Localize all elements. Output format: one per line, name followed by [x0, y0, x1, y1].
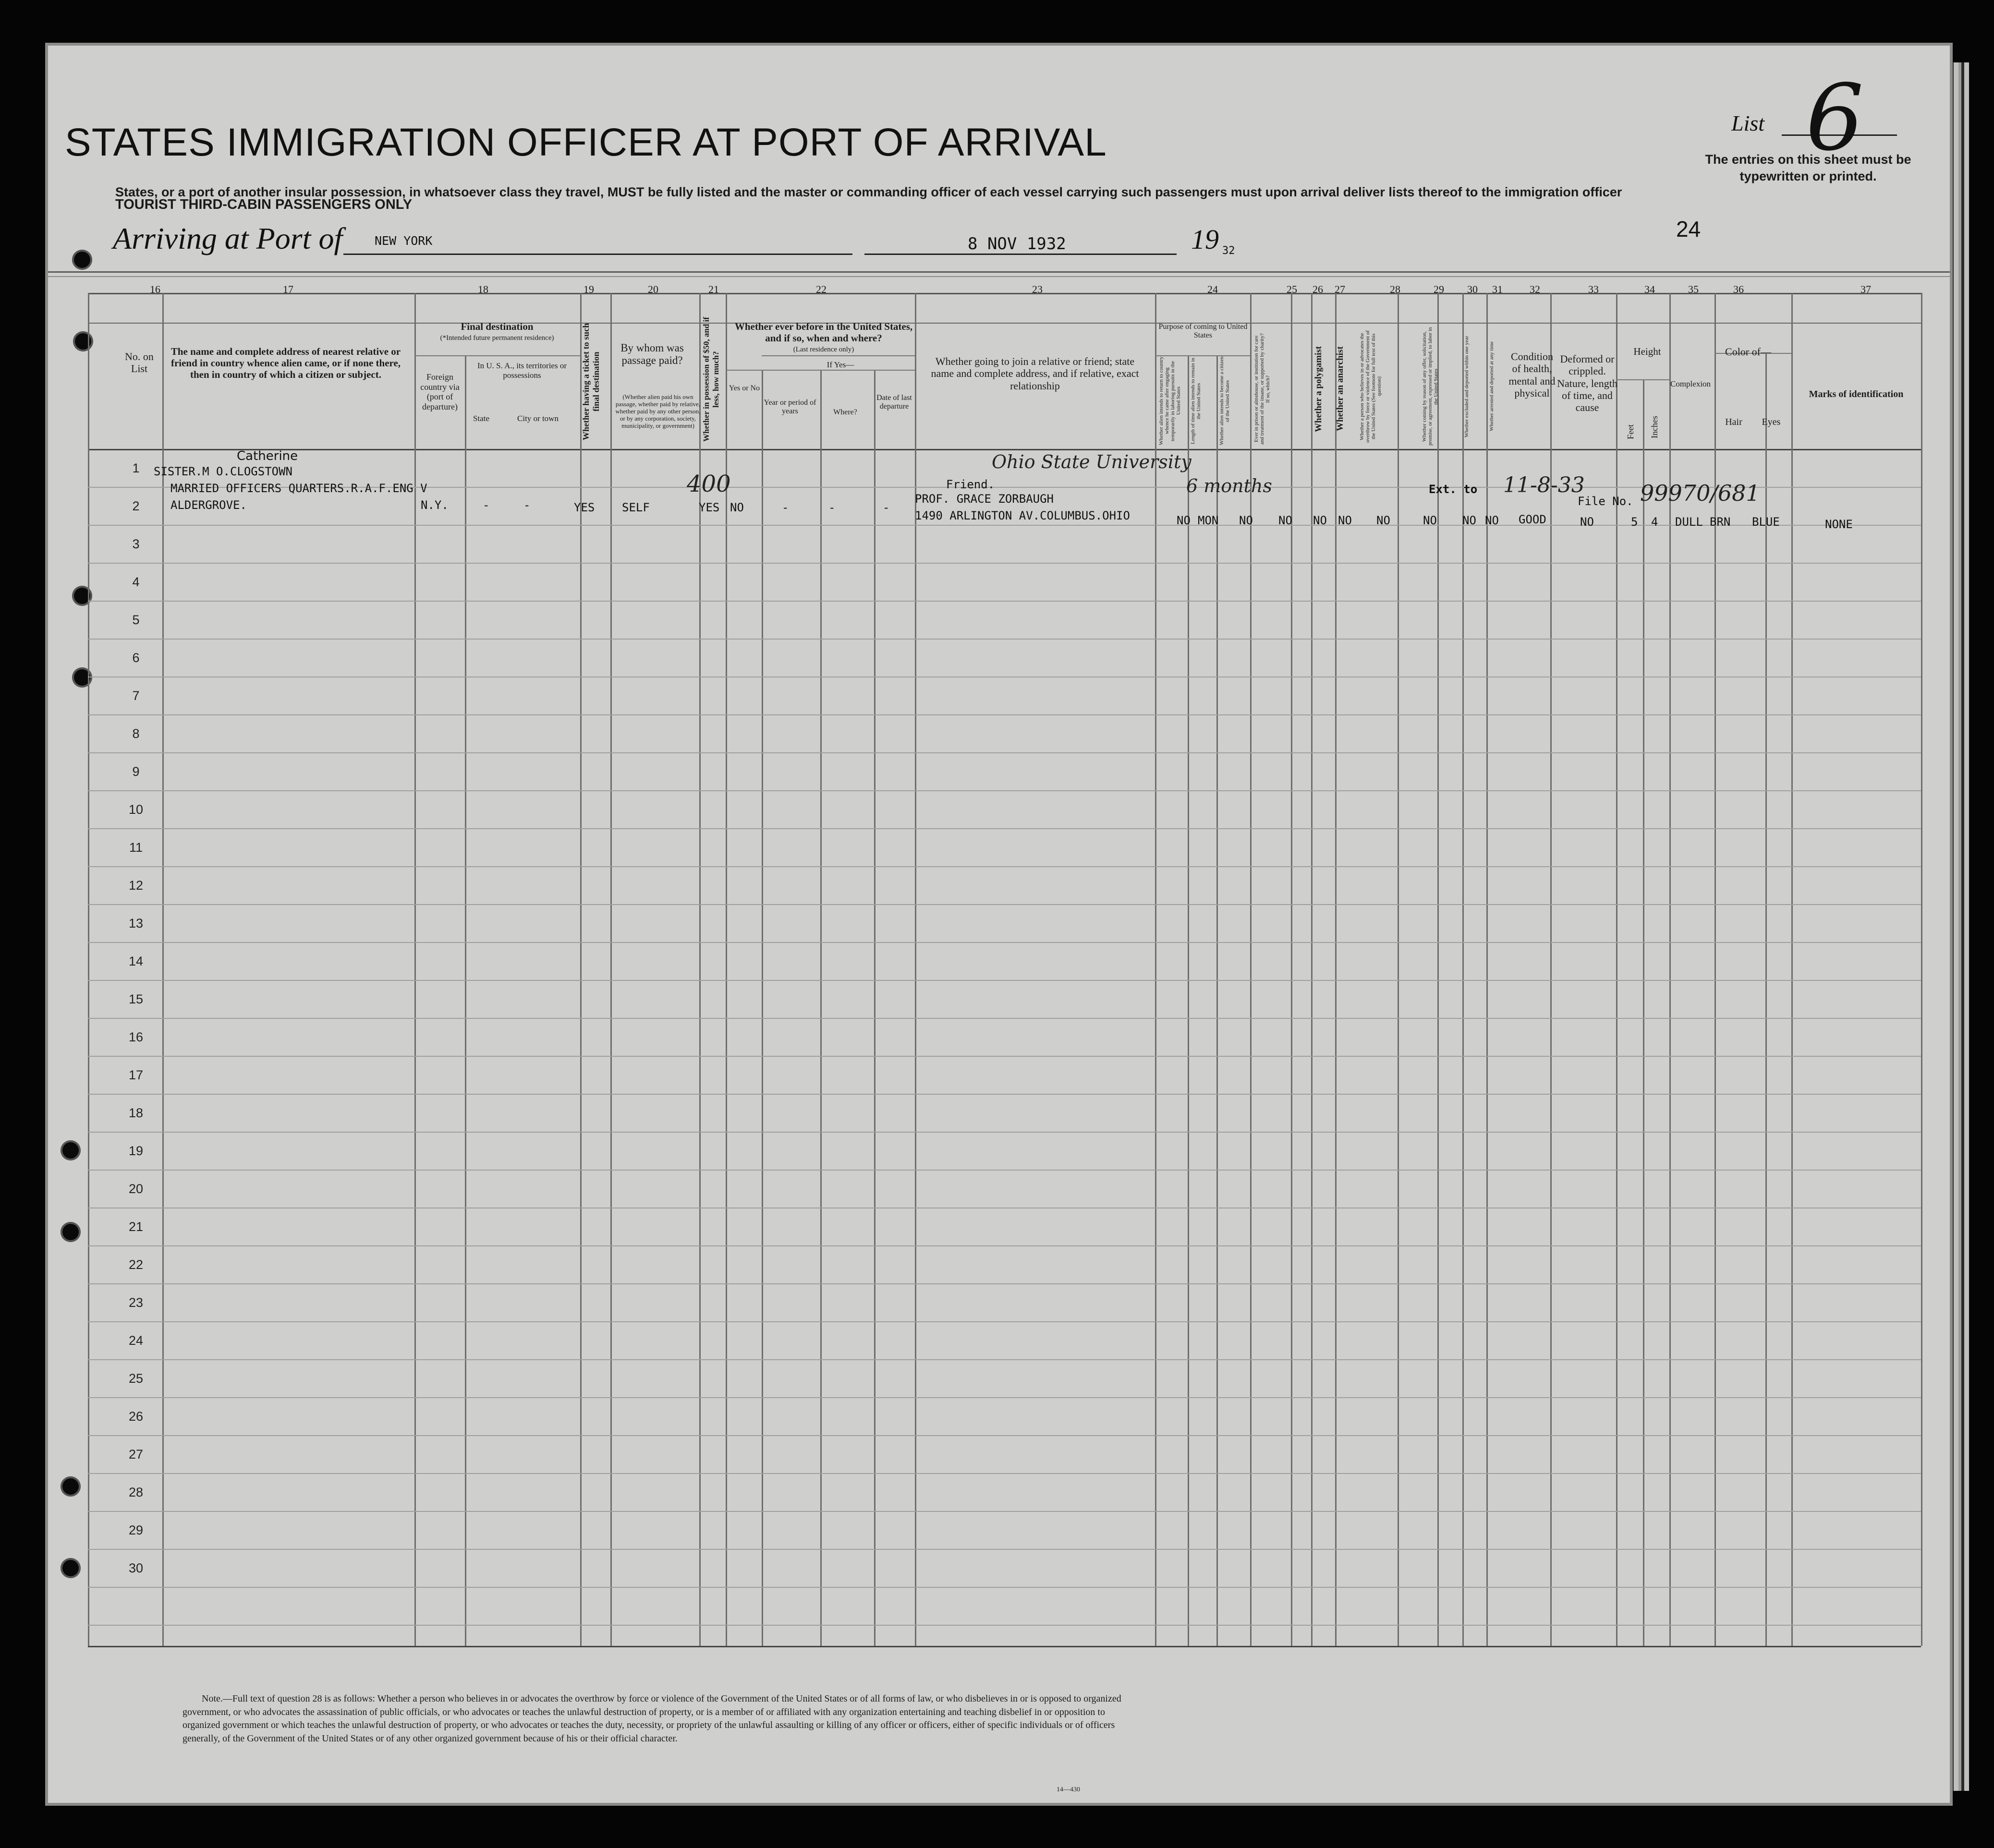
header-year-period: Year or period of years	[764, 399, 816, 416]
row-number: 6	[132, 651, 140, 665]
row-divider	[88, 1511, 1921, 1512]
eyes-value: BLUE	[1752, 515, 1780, 529]
header-relative: The name and complete address of nearest relative or friend in country whence alien came, or if none there, then in country of which a citizen or subject.	[170, 346, 401, 381]
relative-name-handwritten: Catherine	[237, 449, 298, 463]
header-q28: Whether a person who believes in or advocates the overthrow by force or violence of the Government of the United States (See footnote for full text of this question)	[1359, 330, 1382, 443]
row-number: 9	[132, 764, 140, 779]
row-divider	[88, 752, 1921, 753]
row-divider	[88, 563, 1921, 564]
row-number: 22	[128, 1257, 144, 1272]
header-complexion: Complexion	[1670, 379, 1711, 388]
col-num: 24	[1207, 283, 1218, 295]
joining-name: PROF. GRACE ZORBAUGH	[915, 492, 1054, 506]
col-num: 32	[1530, 283, 1540, 295]
row-number: 8	[132, 726, 140, 741]
relative-line1: SISTER.M O.CLOGSTOWN	[154, 465, 292, 478]
row-number: 17	[128, 1068, 144, 1082]
col-num: 28	[1390, 283, 1400, 295]
row-number: 3	[132, 537, 140, 551]
q29-value: NO	[1423, 514, 1437, 527]
header-fifty-dollars: Whether in possession of $50, and if less, how much?	[702, 317, 720, 442]
binder-hole	[61, 1558, 81, 1578]
row-number: 18	[128, 1106, 144, 1120]
deformed-value: NO	[1580, 515, 1594, 529]
col-num: 19	[584, 283, 594, 295]
header-height: Height	[1633, 346, 1661, 357]
anarchist-value: NO	[1338, 514, 1352, 527]
header-color-of: Color of—	[1725, 346, 1771, 358]
header-final-destination: Final destination	[461, 321, 534, 332]
row-divider	[88, 1435, 1921, 1436]
col-num: 33	[1588, 283, 1599, 295]
polygamist-value: NO	[1313, 514, 1327, 527]
purpose-b-value: MON	[1198, 514, 1219, 527]
col-num: 22	[816, 283, 827, 295]
binder-hole	[72, 250, 92, 270]
purpose-c-value: NO	[1239, 514, 1253, 527]
foreign-country-value: N.Y.	[421, 498, 449, 512]
header-marks: Marks of identification	[1809, 389, 1904, 399]
state-value: -	[483, 498, 490, 512]
row-number: 11	[129, 840, 143, 855]
purpose-a-value: NO	[1177, 514, 1191, 527]
header-where: Where?	[833, 408, 857, 416]
binder-hole	[61, 1476, 81, 1497]
passage-value: SELF	[622, 501, 650, 514]
header-rule-lower	[48, 276, 1950, 277]
inches-value: 4	[1651, 515, 1658, 529]
row-divider	[88, 942, 1921, 943]
header-yes-no: Yes or No	[729, 384, 760, 392]
sheet-number: 24	[1676, 217, 1701, 242]
row-divider	[88, 1625, 1921, 1626]
row-divider	[88, 1094, 1921, 1095]
row-number: 15	[128, 992, 144, 1006]
header-rule	[48, 271, 1950, 273]
header-purpose-c: Whether alien intends to become a citizen of the United States	[1219, 356, 1230, 446]
passenger-class: TOURIST THIRD-CABIN PASSENGERS ONLY	[115, 197, 413, 212]
port-value: NEW YORK	[375, 234, 433, 248]
year-value: -	[782, 501, 789, 514]
header-eyes: Eyes	[1762, 417, 1781, 427]
header-inches: Inches	[1650, 416, 1659, 439]
header-ticket: Whether having a ticket to such final destination	[581, 323, 601, 441]
col-num: 16	[150, 283, 160, 295]
row-divider	[88, 1056, 1921, 1057]
hair-value: BRN	[1710, 515, 1731, 529]
row-number: 1	[132, 461, 140, 475]
typewritten-note: The entries on this sheet must be typewritten or printed.	[1705, 152, 1911, 184]
date-line	[864, 254, 1177, 255]
joining-relationship: Friend.	[946, 478, 995, 491]
col-num: 30	[1467, 283, 1478, 295]
arriving-line	[343, 254, 852, 255]
row-number: 26	[128, 1409, 144, 1424]
header-ever-before-note: (Last residence only)	[793, 346, 854, 353]
col-num: 25	[1287, 283, 1297, 295]
row-divider	[88, 714, 1921, 715]
header-passage-note: (Whether alien paid his own passage, whether paid by relative, whether paid by any other person, or by any corporation, society, municipality, or government)	[615, 393, 701, 429]
header-foreign-country: Foreign country via (port of departure)	[420, 372, 460, 412]
header-passage-paid: By whom was passage paid?	[620, 342, 684, 367]
header-state: State	[473, 414, 489, 423]
row-number: 24	[128, 1333, 144, 1348]
header-purpose-b: Length of time alien intends to remain in the United States	[1190, 358, 1202, 444]
header-purpose-a: Whether alien intends to return to country whence he came after engaging temporarily in laboring pursuits in the United States	[1158, 356, 1181, 446]
col-num: 20	[648, 283, 658, 295]
row-divider	[88, 866, 1921, 867]
row-number: 23	[128, 1295, 144, 1310]
row-divider	[88, 1473, 1921, 1474]
row-divider	[88, 828, 1921, 829]
header-final-destination-note: (*Intended future permanent residence)	[440, 334, 554, 342]
year-suffix: 32	[1222, 245, 1235, 257]
row-number: 19	[128, 1144, 144, 1158]
header-deformed: Deformed or crippled. Nature, length of time, and cause	[1557, 353, 1617, 414]
row-number: 12	[128, 878, 144, 893]
arrival-date: 8 NOV 1932	[968, 234, 1066, 254]
binder-hole	[61, 1222, 81, 1242]
row-number: 27	[128, 1447, 144, 1461]
form-subtitle: States, or a port of another insular possession, in whatsoever class they travel, MUST be fully listed and the master or commanding officer of each vessel carrying such passengers must upon arrival deliver lists thereof to the immigration officer	[115, 185, 1622, 199]
col-num: 36	[1733, 283, 1744, 295]
before-value: NO	[730, 501, 744, 514]
form-number: 14—430	[1057, 1786, 1080, 1793]
row-number: 10	[128, 802, 144, 817]
row-divider	[88, 1245, 1921, 1246]
header-q31: Whether arrested and deported at any time	[1489, 341, 1495, 432]
header-date-departure: Date of last departure	[876, 394, 912, 411]
row-number: 30	[128, 1561, 144, 1575]
purpose-b-handwritten: 6 months	[1186, 475, 1272, 496]
col-num: 23	[1032, 283, 1043, 295]
year-prefix: 19	[1191, 224, 1219, 255]
relative-line3: ALDERGROVE.	[170, 498, 247, 512]
header-city: City or town	[517, 414, 559, 423]
col-num: 27	[1335, 283, 1345, 295]
list-label: List	[1731, 111, 1765, 135]
fifty-value: YES	[699, 501, 720, 514]
row-divider	[88, 676, 1921, 677]
row-divider	[88, 1018, 1921, 1019]
q31-value: NO	[1485, 514, 1499, 527]
row-number: 2	[132, 499, 140, 513]
prison-value: NO	[1278, 514, 1292, 527]
row-number: 21	[128, 1220, 144, 1234]
complexion-value: DULL	[1675, 515, 1703, 529]
header-polygamist: Whether a polygamist	[1313, 346, 1324, 432]
arriving-label: Arriving at Port of	[113, 221, 343, 255]
header-if-yes: If Yes—	[827, 360, 854, 369]
ext-date: 11-8-33	[1503, 473, 1585, 497]
col-num: 26	[1313, 283, 1323, 295]
row-divider	[88, 601, 1921, 602]
feet-value: 5	[1631, 515, 1638, 529]
row-divider	[88, 1132, 1921, 1133]
header-in-usa: In U. S. A., its territories or possessions	[477, 361, 567, 380]
row-divider	[88, 1170, 1921, 1171]
row-number: 7	[132, 688, 140, 703]
header-no-on-list: No. on List	[125, 350, 154, 375]
ticket-value: YES	[574, 501, 595, 514]
binder-hole	[61, 1140, 81, 1160]
header-condition: Condition of health, mental and physical	[1508, 350, 1556, 399]
header-purpose: Purpose of coming to United States	[1158, 323, 1248, 340]
joining-address: 1490 ARLINGTON AV.COLUMBUS.OHIO	[915, 509, 1130, 522]
col-num: 37	[1860, 283, 1871, 295]
col-num: 31	[1492, 283, 1503, 295]
row-divider	[88, 639, 1921, 640]
header-ever-before: Whether ever before in the United States, and if so, when and where?	[734, 321, 913, 344]
row-divider	[88, 525, 1921, 526]
col-num: 35	[1688, 283, 1699, 295]
money-handwritten: 400	[687, 471, 731, 497]
where-value: -	[828, 501, 836, 514]
relative-line2: MARRIED OFFICERS QUARTERS.R.A.F.ENG V	[170, 482, 427, 495]
departure-value: -	[883, 501, 890, 514]
row-divider	[88, 1359, 1921, 1360]
row-divider	[88, 1587, 1921, 1588]
col-num: 21	[708, 283, 719, 295]
row-divider	[88, 1321, 1921, 1322]
row-number: 14	[128, 954, 144, 968]
joining-handwritten: Ohio State University	[992, 451, 1192, 472]
q30-value: NO	[1462, 514, 1476, 527]
condition-value: GOOD	[1519, 513, 1546, 526]
col-num: 34	[1644, 283, 1655, 295]
file-label: File No.	[1578, 495, 1633, 508]
header-q29: Whether coming by reason of any offer, solicitation, promise, or agreement, expressed or implied, to labor in the United States	[1422, 327, 1439, 446]
header-anarchist: Whether an anarchist	[1335, 346, 1345, 432]
header-joining: Whether going to join a relative or friend; state name and complete address, and if relative, exact relationship	[931, 355, 1139, 392]
row-divider	[88, 1549, 1921, 1550]
row-number: 25	[128, 1371, 144, 1386]
city-value: -	[523, 498, 531, 512]
col-num: 17	[283, 283, 293, 295]
footnote-q28: Note.—Full text of question 28 is as follows: Whether a person who believes in or advocates the overthrow by force or violence of the Government of the United States or of all forms of law, or who disbelieves in or is opposed to organized government, or who advocates the assassination of public officials, or who advocates or teaches the unlawful destruction of property, or is a member of or affiliated with any organization entertaining and teaching disbelief in or opposition to organized government or which teaches the unlawful destruction of property, or who advocates or teaches the duty, necessity, or propriety of the unlawful assaulting or killing of any officer or officers, either of specific individuals or of officers generally, of the Government of the United States or of any other organized government because of his or their official character.	[182, 1693, 1121, 1744]
header-feet: Feet	[1626, 424, 1635, 440]
row-number: 13	[128, 916, 144, 930]
ext-label: Ext. to	[1429, 483, 1478, 496]
header-q30: Whether excluded and deported within one year	[1464, 336, 1470, 437]
row-divider	[88, 1283, 1921, 1284]
marks-value: NONE	[1825, 518, 1853, 531]
row-number: 5	[132, 613, 140, 627]
col-num: 18	[478, 283, 488, 295]
col-num: 29	[1434, 283, 1444, 295]
row-divider	[88, 1397, 1921, 1398]
row-divider	[88, 980, 1921, 981]
header-prison: Ever in prison or almshouse, or institution for care and treatment of the insane, or supported by charity? If so, which?	[1253, 333, 1271, 445]
row-divider	[88, 790, 1921, 791]
q28-value: NO	[1376, 514, 1390, 527]
row-number: 28	[128, 1485, 144, 1499]
row-divider	[88, 904, 1921, 905]
form-title: STATES IMMIGRATION OFFICER AT PORT OF ARRIVAL	[65, 121, 1107, 164]
list-number-handwritten: 6	[1806, 65, 1864, 171]
file-number: 99970/681	[1640, 480, 1760, 506]
header-hair: Hair	[1725, 417, 1742, 427]
row-number: 16	[128, 1030, 144, 1044]
row-number: 4	[132, 575, 140, 589]
row-number: 29	[128, 1523, 144, 1537]
row-number: 20	[128, 1182, 144, 1196]
